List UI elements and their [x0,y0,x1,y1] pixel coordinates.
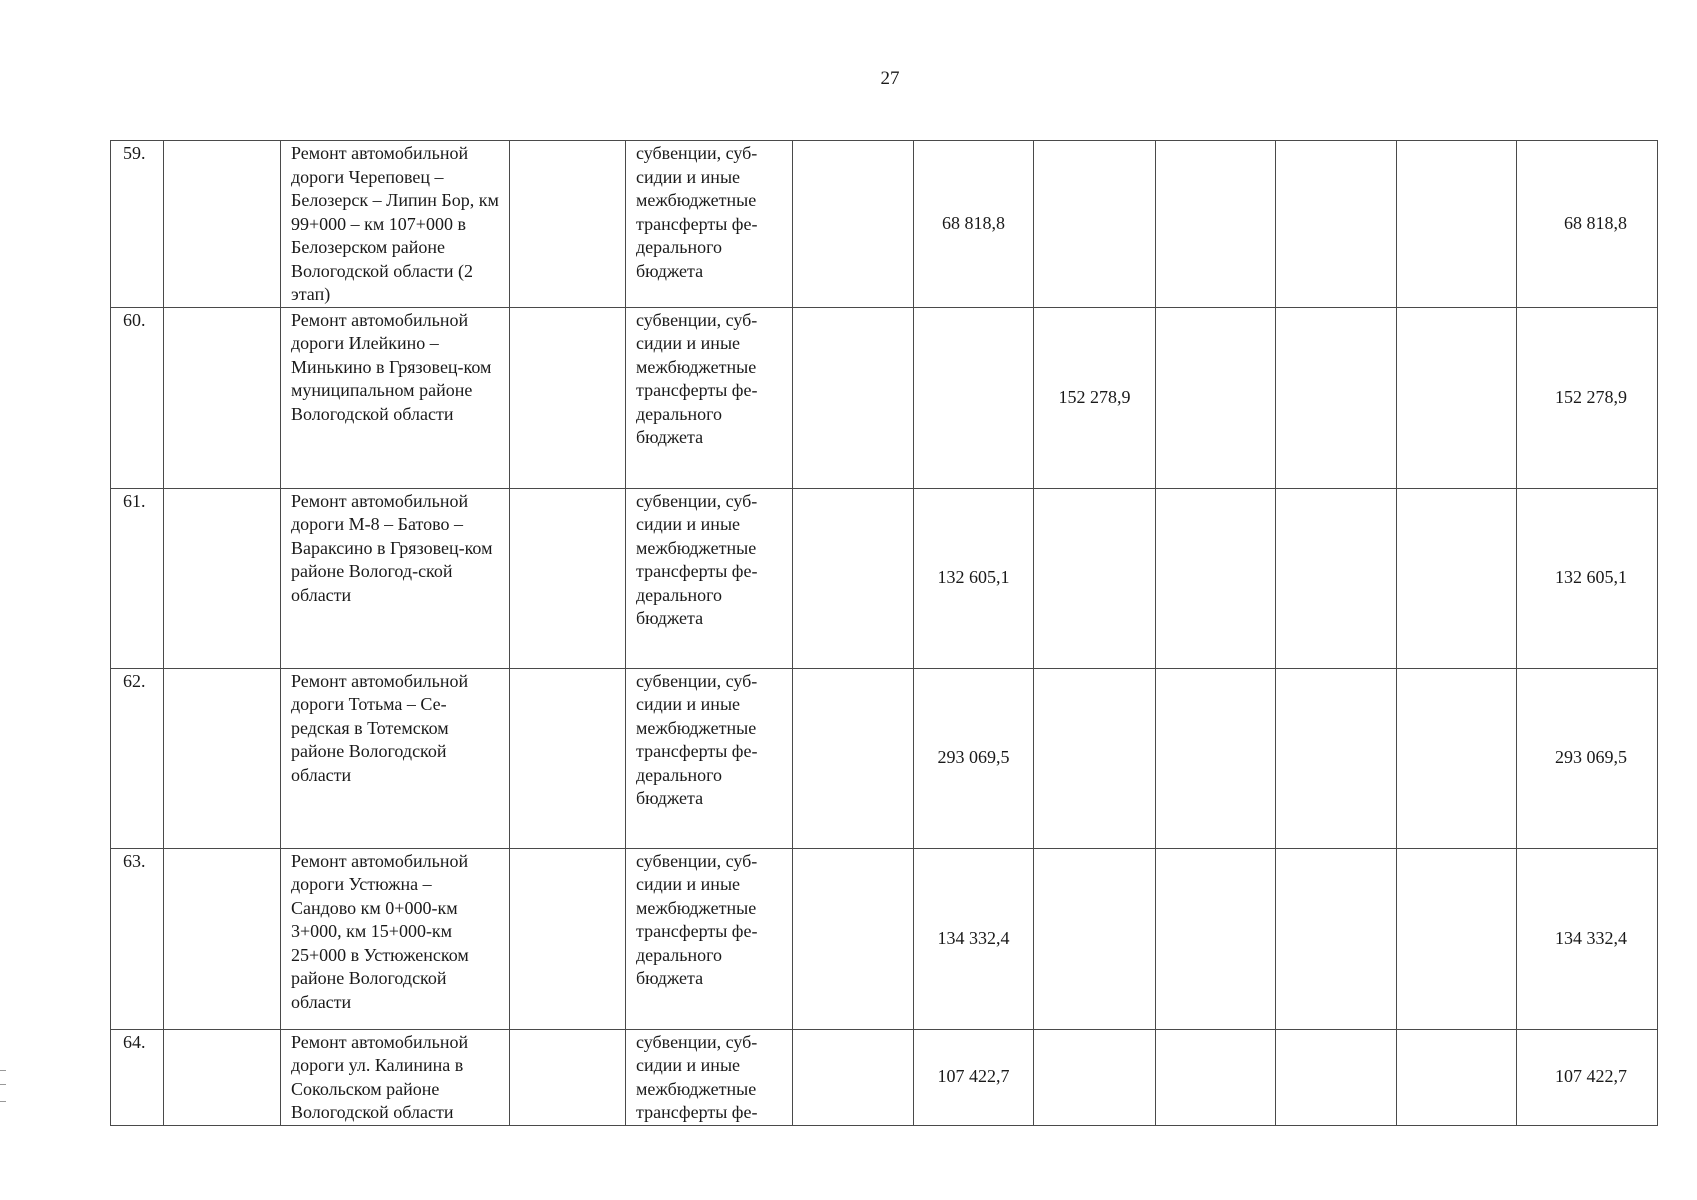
row-total: 132 605,1 [1517,488,1658,668]
row-amount-col1: 68 818,8 [914,141,1034,308]
table-row [111,307,1658,488]
row-total: 107 422,7 [1517,1029,1658,1125]
empty-cell [793,1029,914,1125]
empty-cell [1397,848,1517,1029]
empty-cell [793,668,914,848]
row-amount-col1: 132 605,1 [914,488,1034,668]
empty-cell [1156,1029,1276,1125]
row-amount-col2 [1034,488,1156,668]
row-amount-col1 [914,307,1034,488]
page-number: 27 [880,68,900,89]
row-description: Ремонт автомобильной дороги ул. Калинина в Сокольском районе Вологодской области [281,1029,510,1125]
row-total: 152 278,9 [1517,307,1658,488]
empty-cell [1397,1029,1517,1125]
empty-cell [1156,307,1276,488]
empty-cell [1156,141,1276,308]
empty-cell [1156,668,1276,848]
empty-cell [510,1029,626,1125]
row-description: Ремонт автомобильной дороги М-8 – Батово – Вараксино в Грязовец-ком районе Вологод-ской области [281,488,510,668]
empty-cell [1397,141,1517,308]
row-total: 293 069,5 [1517,668,1658,848]
table-row [111,488,1658,668]
row-funding-source: субвенции, суб-сидии и иные межбюджетные трансферты фе-дерального бюджета [626,488,793,668]
row-description: Ремонт автомобильной дороги Тотьма – Се-редская в Тотемском районе Вологодской области [281,668,510,848]
scan-margin-marks [0,1070,6,1102]
row-funding-source: субвенции, суб-сидии и иные межбюджетные трансферты фе-дерального бюджета [626,307,793,488]
empty-cell [793,141,914,308]
empty-cell [793,307,914,488]
empty-cell [1276,488,1397,668]
empty-cell [1276,141,1397,308]
row-amount-col2 [1034,141,1156,308]
row-description: Ремонт автомобильной дороги Череповец – Белозерск – Липин Бор, км 99+000 – км 107+000 в Белозерском районе Вологодской области (2 этап) [281,141,510,308]
empty-cell [1156,488,1276,668]
row-amount-col2 [1034,848,1156,1029]
empty-cell [1397,488,1517,668]
row-number: 64. [111,1029,164,1125]
row-amount-col2: 152 278,9 [1034,307,1156,488]
empty-cell [793,848,914,1029]
row-funding-source: субвенции, суб-сидии и иные межбюджетные трансферты фе-дерального бюджета [626,141,793,308]
empty-cell [1276,668,1397,848]
row-description: Ремонт автомобильной дороги Устюжна – Сандово км 0+000-км 3+000, км 15+000-км 25+000 в Устюженском районе Вологодской области [281,848,510,1029]
empty-cell [1276,307,1397,488]
row-funding-source: субвенции, суб-сидии и иные межбюджетные трансферты фе-дерального бюджета [626,668,793,848]
row-amount-col2 [1034,668,1156,848]
table-row [111,668,1658,848]
empty-cell [510,668,626,848]
empty-cell [1397,668,1517,848]
row-number: 60. [111,307,164,488]
empty-cell [1397,307,1517,488]
empty-cell [793,488,914,668]
empty-cell [164,1029,281,1125]
empty-cell [164,848,281,1029]
row-amount-col1: 293 069,5 [914,668,1034,848]
table-row [111,848,1658,1029]
row-description: Ремонт автомобильной дороги Илейкино – Минькино в Грязовец-ком муниципальном районе Вологодской области [281,307,510,488]
empty-cell [1156,848,1276,1029]
table-row [111,141,1658,308]
table-row [111,1029,1658,1125]
empty-cell [510,307,626,488]
empty-cell [510,488,626,668]
row-total: 134 332,4 [1517,848,1658,1029]
row-funding-source: субвенции, суб-сидии и иные межбюджетные трансферты фе-дерального бюджета [626,848,793,1029]
row-number: 62. [111,668,164,848]
empty-cell [164,488,281,668]
row-amount-col2 [1034,1029,1156,1125]
empty-cell [1276,848,1397,1029]
row-funding-source: субвенции, суб-сидии и иные межбюджетные трансферты фе- [626,1029,793,1125]
row-number: 59. [111,141,164,308]
budget-table [110,140,1658,1126]
row-number: 61. [111,488,164,668]
empty-cell [164,141,281,308]
empty-cell [510,848,626,1029]
row-amount-col1: 134 332,4 [914,848,1034,1029]
empty-cell [164,668,281,848]
empty-cell [1276,1029,1397,1125]
row-total: 68 818,8 [1517,141,1658,308]
row-number: 63. [111,848,164,1029]
empty-cell [164,307,281,488]
empty-cell [510,141,626,308]
row-amount-col1: 107 422,7 [914,1029,1034,1125]
